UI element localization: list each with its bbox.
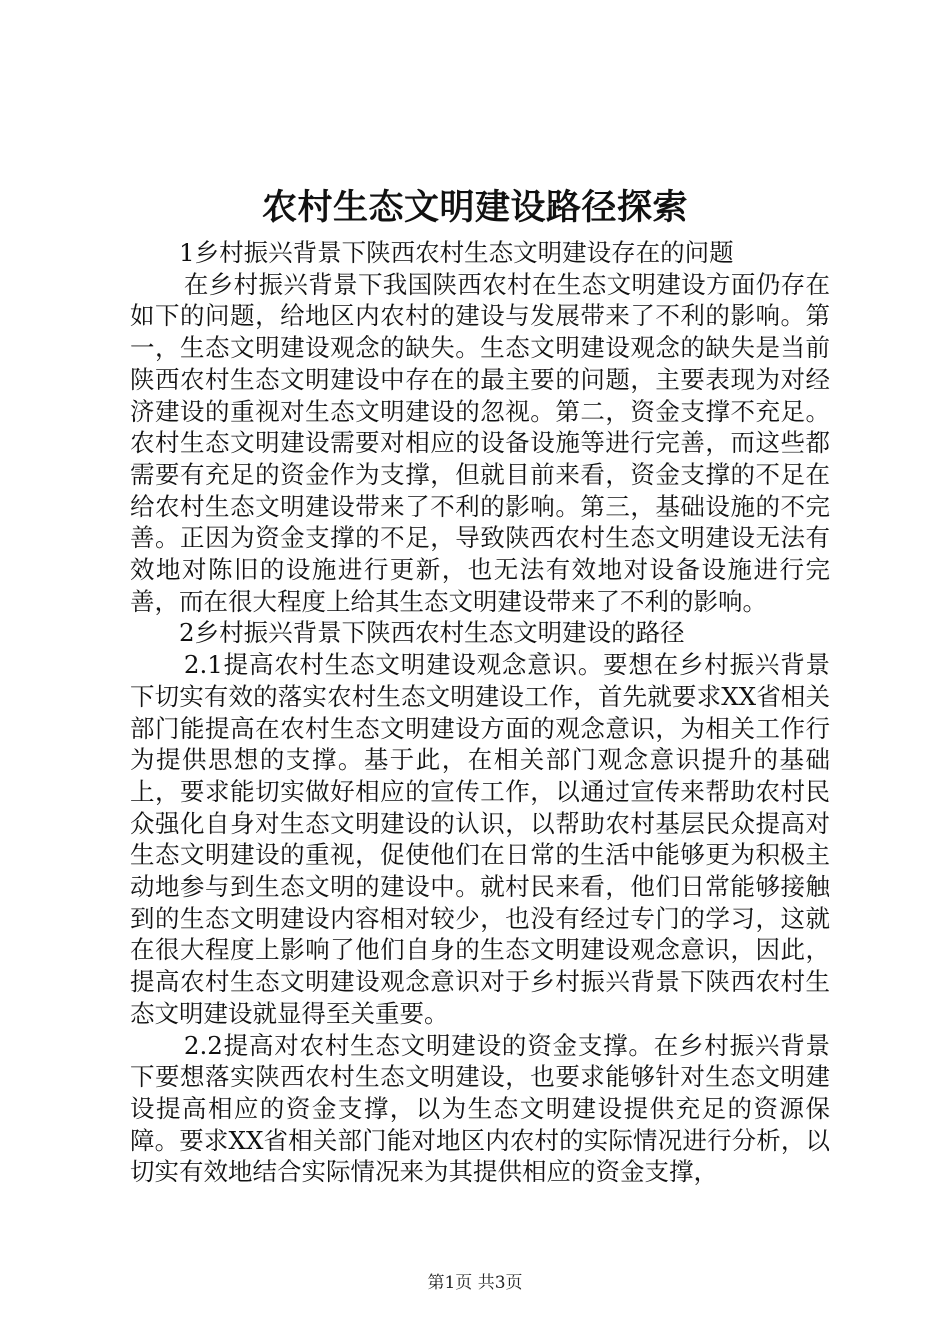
- document-title: 农村生态文明建设路径探索: [261, 187, 688, 228]
- section-1-heading: 1乡村振兴背景下陕西农村生态文明建设存在的问题: [179, 238, 734, 267]
- section-2-heading: 2乡村振兴背景下陕西农村生态文明建设的路径: [179, 618, 685, 648]
- section-1-paragraph: 在乡村振兴背景下我国陕西农村在生态文明建设方面仍存在如下的问题，给地区内农村的建设与发展带来了不利的影响。第一，生态文明建设观念的缺失。生态文明建设观念的缺失是当前陕西农村生态文明建设中存在的最主要的问题，主要表现为对经济建设的重视对生态文明建设的忽视。第二，资金支撑不充足。农村生态文明建设需要对相应的设备设施等进行完善，而这些都需要有充足的资金作为支撑，但就目前来看，资金支撑的不足在给农村生态文明建设带来了不利的影响。第三，基础设施的不完善。正因为资金支撑的不足，导致陕西农村生态文明建设无法有效地对陈旧的设施进行更新，也无法有效地对设备设施进行完善，而在很大程度上给其生态文明建设带来了不利的影响。: [130, 269, 830, 616]
- document-body: [130, 237, 830, 1188]
- section-2-2-paragraph: 2.2提高对农村生态文明建设的资金支撑。在乡村振兴背景下要想落实陕西农村生态文明建设，也要求能够针对生态文明建设提高相应的资金支撑，以为生态文明建设提供充足的资源保障。要求XX省相关部门能对地区内农村的实际情况进行分析，以切实有效地结合实际情况来为其提供相应的资金支撑，: [130, 1030, 830, 1187]
- section-2-1-paragraph: 2.1提高农村生态文明建设观念意识。要想在乡村振兴背景下切实有效的落实农村生态文明建设工作，首先就要求XX省相关部门能提高在农村生态文明建设方面的观念意识，为相关工作行为提供思想的支撑。基于此，在相关部门观念意识提升的基础上，要求能切实做好相应的宣传工作，以通过宣传来帮助农村民众强化自身对生态文明建设的认识，以帮助农村基层民众提高对生态文明建设的重视，促使他们在日常的生活中能够更为积极主动地参与到生态文明的建设中。就村民来看，他们日常能够接触到的生态文明建设内容相对较少，也没有经过专门的学习，这就在很大程度上影响了他们自身的生态文明建设观念意识，因此，提高农村生态文明建设观念意识对于乡村振兴背景下陕西农村生态文明建设就显得至关重要。: [130, 650, 830, 1028]
- page-number-footer: 第1页 共3页: [427, 1273, 523, 1293]
